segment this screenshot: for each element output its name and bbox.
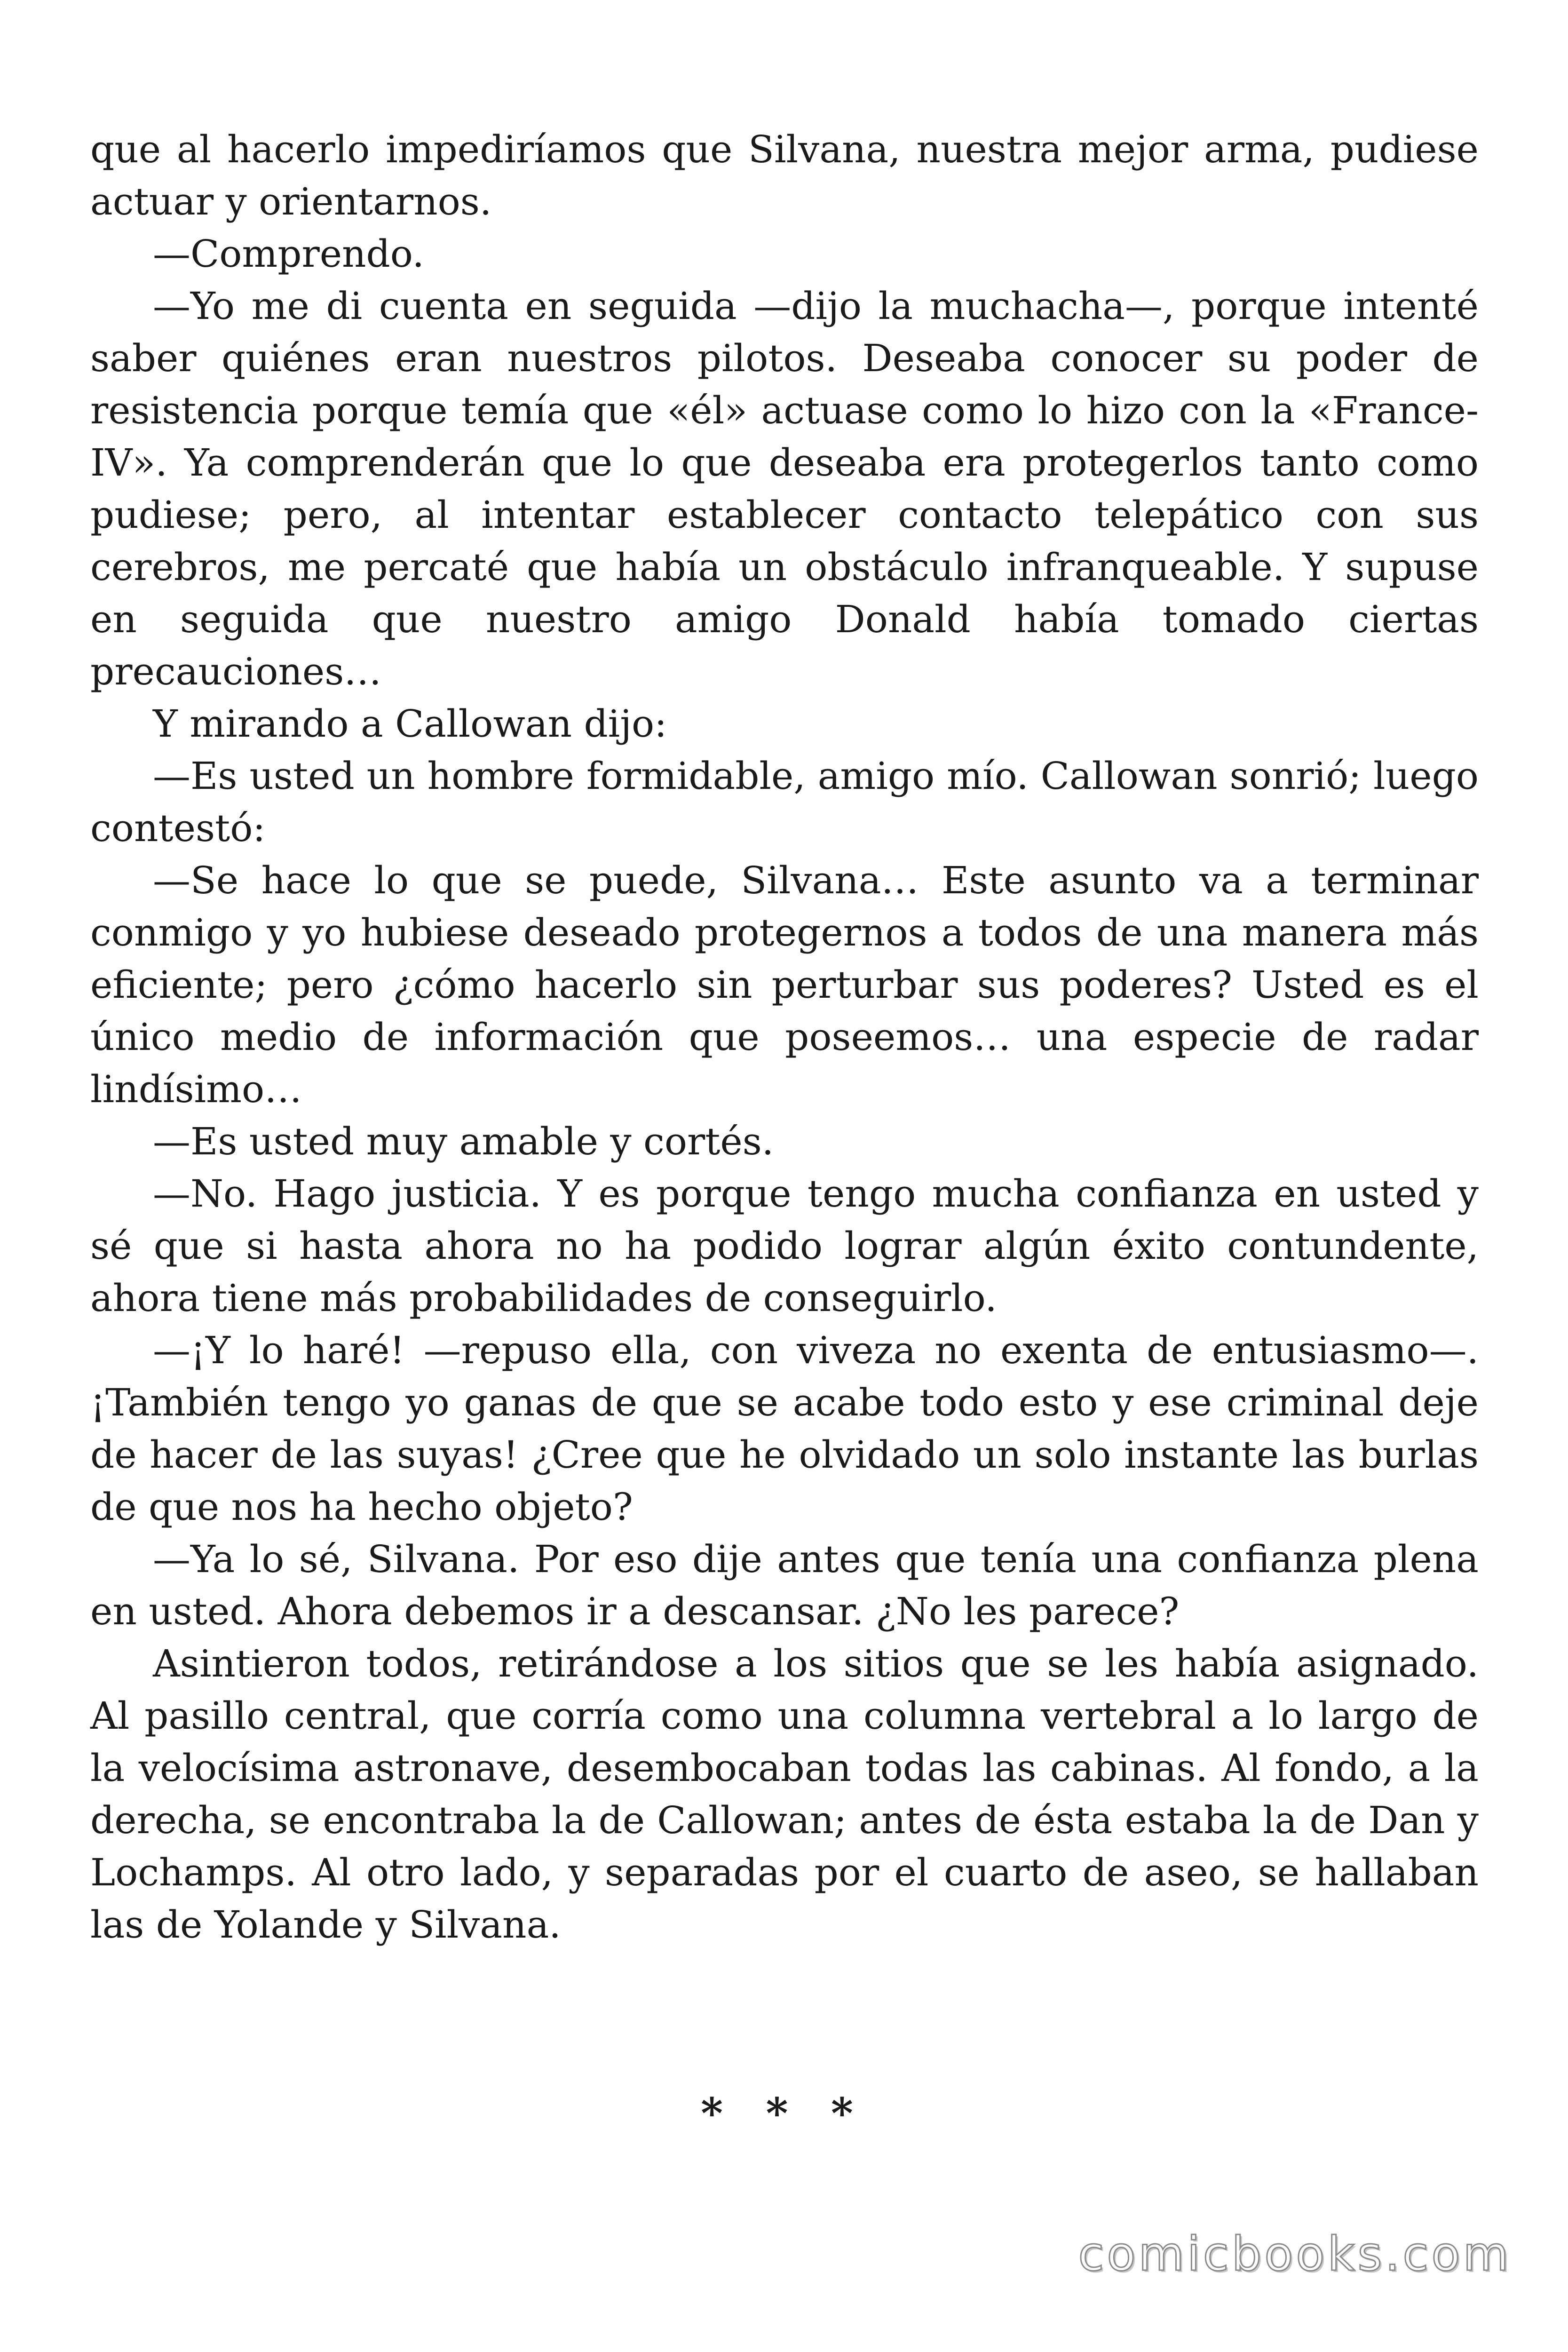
paragraph: —Comprendo. — [153, 232, 424, 276]
paragraph-continued: que al hacerlo impediríamos que Silvana, nuestra mejor arma, pudiese actuar y orientarnos. — [90, 127, 1479, 223]
paragraph: —No. Hago justicia. Y es porque tengo mucha confianza en usted y sé que si hasta ahora no ha podido lograr algún éxito contundente, ahora tiene más probabilidades de conseguirlo. — [90, 1172, 1479, 1320]
body-text — [90, 123, 1479, 1951]
paragraph: —Yo me di cuenta en seguida —dijo la muchacha—, porque intenté saber quiénes eran nuestros pilotos. Deseaba conocer su poder de resistencia porque temía que «él» actuase como lo hizo con la «France-IV». Ya comprenderán que lo que deseaba era protegerlos tanto como pudiese; pero, al intentar establecer contacto telepático con sus cerebros, me percaté que había un obstáculo infranqueable. Y supuse en seguida que nuestro amigo Donald había tomado ciertas precauciones… — [90, 284, 1479, 693]
paragraph: —Es usted un hombre formidable, amigo mío. Callowan sonrió; luego contestó: — [90, 754, 1479, 850]
watermark-logo: comicbooks.com — [1078, 2226, 1512, 2281]
paragraph: —¡Y lo haré! —repuso ella, con viveza no exenta de entusiasmo—. ¡También tengo yo ganas de que se acabe todo esto y ese criminal deje de hacer de las suyas! ¿Cree que he olvidado un solo instante las burlas de que nos ha hecho objeto? — [90, 1328, 1479, 1529]
section-separator: * * * — [701, 2089, 867, 2138]
paragraph: —Ya lo sé, Silvana. Por eso dije antes que tenía una confianza plena en usted. Ahora debemos ir a descansar. ¿No les parece? — [90, 1537, 1479, 1633]
paragraph: Asintieron todos, retirándose a los sitios que se les había asignado. Al pasillo central, que corría como una columna vertebral a lo largo de la velocísima astronave, desembocaban todas las cabinas. Al fondo, a la derecha, se encontraba la de Callowan; antes de ésta estaba la de Dan y Lochamps. Al otro lado, y separadas por el cuarto de aseo, se hallaban las de Yolande y Silvana. — [90, 1642, 1479, 1947]
paragraph: —Se hace lo que se puede, Silvana… Este asunto va a terminar conmigo y yo hubiese deseado protegernos a todos de una manera más eficiente; pero ¿cómo hacerlo sin perturbar sus poderes? Usted es el único medio de información que poseemos… una especie de radar lindísimo… — [90, 858, 1479, 1111]
paragraph: Y mirando a Callowan dijo: — [153, 702, 667, 746]
paragraph: —Es usted muy amable y cortés. — [153, 1120, 774, 1163]
